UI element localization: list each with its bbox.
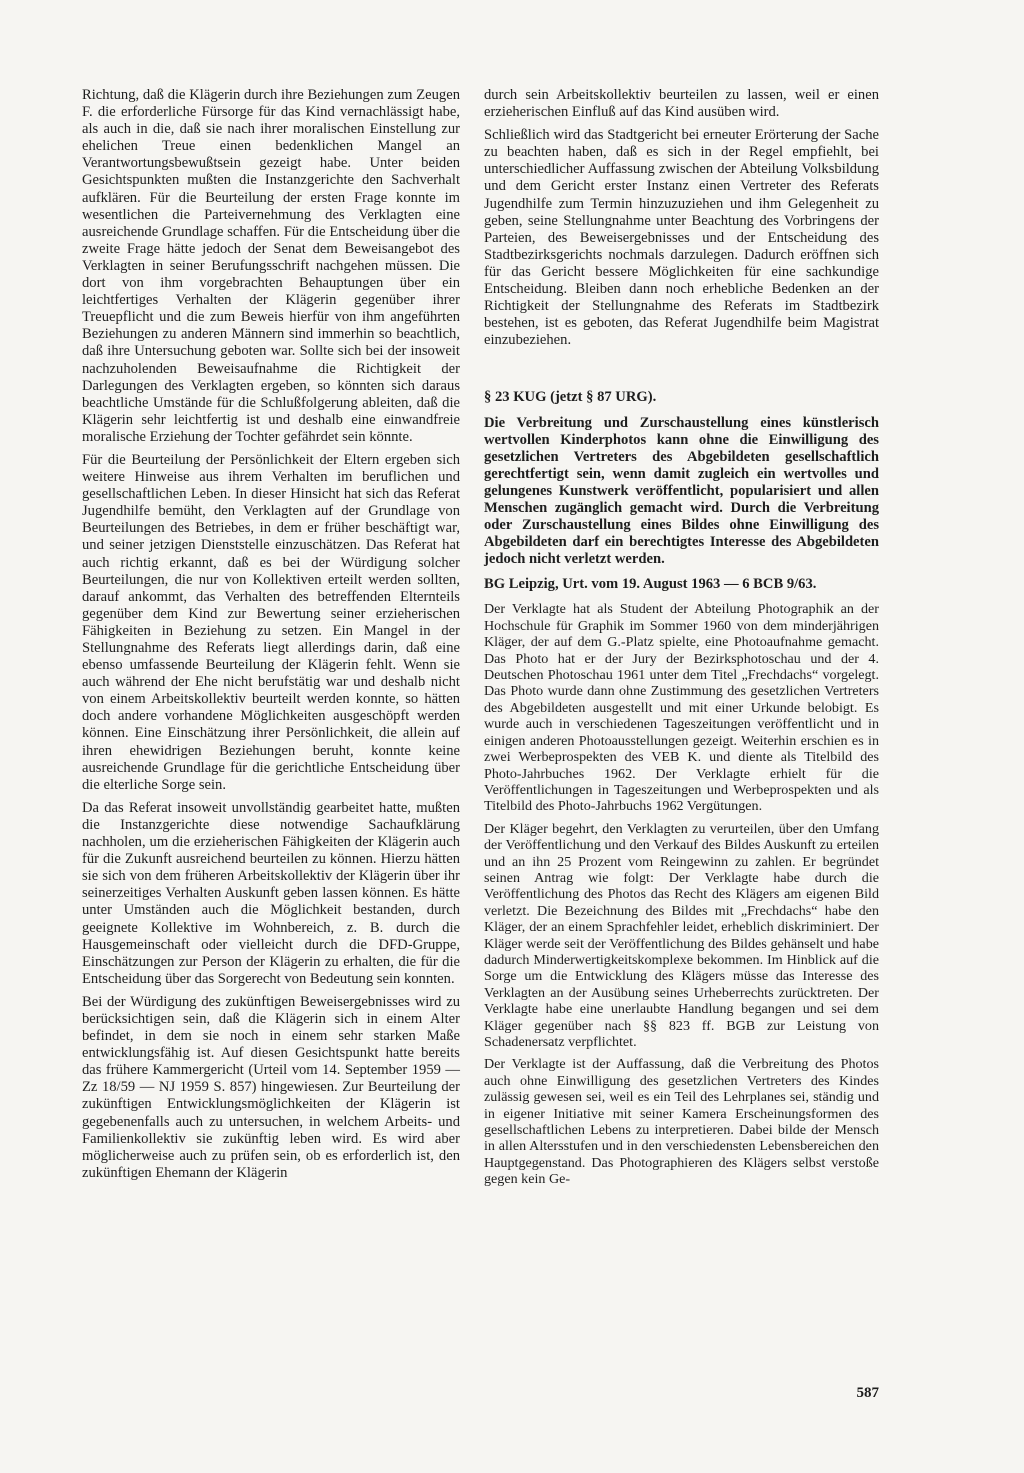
body-paragraph: Schließlich wird das Stadtgericht bei erneuter Erörterung der Sache zu beachten haben, daß es sich in der Regel empfiehlt, bei unterschiedlicher Auffassung zwischen der Abteilung Volksbildung und dem Gericht erster Instanz einen Vertreter des Referats Jugendhilfe zum Termin hinzuzuziehen und ihm Gelegenheit zu geben, seine Stellungnahme unter Beachtung des Vorbringens der Parteien, des Beweisergebnisses und der Entscheidung des Stadtbezirksgerichts nochmals darzulegen. Dadurch eröffnen sich für das Gericht bessere Möglichkeiten für eine sachkundige Entscheidung. Bleiben dann noch erhebliche Bedenken an der Richtigkeit der Stellungnahme des Referats im Stadtbezirk bestehen, ist es geboten, das Referat Jugendhilfe beim Magistrat einzubeziehen. bbox=[484, 127, 879, 349]
body-paragraph: durch sein Arbeitskollektiv beurteilen zu lassen, weil er einen erzieherischen Einfluß auf das Kind ausüben wird. bbox=[484, 87, 879, 121]
headnote: Die Verbreitung und Zurschaustellung eines künstlerisch wertvollen Kinderphotos kann ohne die Einwilligung des gesetzlichen Vertreters des Abgebildeten gesellschaftlich gerechtfertigt sein, wenn damit zugleich ein wertvolles und gelungenes Kunstwerk veröffentlicht, popularisiert und allen Menschen zugänglich gemacht wird. Durch die Verbreitung oder Zurschaustellung eines Bildes ohne Einwilligung des Abgebildeten darf ein berechtigtes Interesse des Abgebildeten jedoch nicht verletzt werden. bbox=[484, 414, 879, 568]
body-paragraph: Der Verklagte ist der Auffassung, daß die Verbreitung des Photos auch ohne Einwilligung des gesetzlichen Vertreters des Kindes zulässig gewesen sei, weil es ein Teil des Lehrplanes sei, ständig und in eigener Initiative mit seiner Kamera Erscheinungsformen des gesellschaftlichen Lebens zu interpretieren. Dabei bilde der Mensch in allen Altersstufen und in den verschiedensten Lebensbereichen den Hauptgegenstand. Das Photographieren des Klägers selbst verstoße gegen kein Ge- bbox=[484, 1056, 879, 1188]
section-heading: § 23 KUG (jetzt § 87 URG). bbox=[484, 389, 657, 406]
body-paragraph: Für die Beurteilung der Persönlichkeit der Eltern ergeben sich weitere Hinweise aus ihrem Verhalten im beruflichen und gesellschaftlichen Leben. In dieser Hinsicht hat sich das Referat Jugendhilfe bemüht, den Verklagten auf der Grundlage von Beurteilungen des Betriebes, in dem er früher beschäftigt war, und seiner jetzigen Dienststelle einzuschätzen. Das Referat hat auch richtig erkannt, daß es bei der Würdigung solcher Beurteilungen, die nur von Kollektiven erteilt werden sollten, darauf ankommt, das Verhalten des betreffenden Elternteils gegenüber dem Kind zur Bewertung seiner erzieherischen Fähigkeiten in Beziehung zu setzen. Ein Mangel in der Stellungnahme des Referats liegt allerdings darin, daß eine ebenso umfassende Beurteilung der Klägerin fehlt. Wenn sie auch während der Ehe nicht berufstätig war und deshalb nicht von einem Arbeitskollektiv beurteilt werden konnte, so hätten doch andere vorhandene Möglichkeiten ausgeschöpft werden können. Eine Einschätzung ihrer Persönlichkeit, die allein auf ihren ehewidrigen Beziehungen beruht, konnte keine ausreichende Grundlage für die gerichtliche Entscheidung über die elterliche Sorge sein. bbox=[82, 451, 460, 793]
body-paragraph: Bei der Würdigung des zukünftigen Beweisergebnisses wird zu berücksichtigen sein, daß die Klägerin sich in einem Alter befindet, in dem sie noch in einem sehr starken Maße entwicklungsfähig ist. Auf diesen Gesichtspunkt hatte bereits das frühere Kammergericht (Urteil vom 14. September 1959 — Zz 18/59 — NJ 1959 S. 857) hingewiesen. Zur Beurteilung der zukünftigen Entwicklungsmöglichkeiten der Klägerin ist gegebenenfalls auch zu untersuchen, in welchem Arbeits- und Familienkollektiv sie zukünftig leben wird. Es wird aber möglicherweise auch zu prüfen sein, ob es erforderlich ist, den zukünftigen Ehemann der Klägerin bbox=[82, 993, 460, 1181]
right-column bbox=[484, 87, 879, 1188]
body-paragraph: Der Kläger begehrt, den Verklagten zu verurteilen, über den Umfang der Veröffentlichung und den Verkauf des Bildes Auskunft zu erteilen und an ihn 25 Prozent vom Reingewinn zu zahlen. Er begründet seinen Antrag wie folgt: Der Verklagte habe durch die Veröffentlichung des Photos das Recht des Klägers am eigenen Bild verletzt. Die Bezeichnung des Bildes mit „Frechdachs“ habe den Kläger, der an einem Sprachfehler leidet, erheblich diskriminiert. Der Kläger werde seit der Veröffentlichung des Bildes gehänselt und habe dadurch Minderwertigkeitskomplexe bekommen. Im Hinblick auf die Sorge um die Entwicklung des Klägers müsse das Interesse des Verklagten an der Ausübung seines Urheberrechts zurücktreten. Der Verklagte habe eine unerlaubte Handlung begangen und sei dem Kläger gegenüber nach §§ 823 ff. BGB zur Leistung von Schadenersatz verpflichtet. bbox=[484, 820, 879, 1050]
left-column bbox=[82, 87, 460, 1182]
page-number: 587 bbox=[856, 1385, 879, 1401]
case-text bbox=[484, 601, 879, 1187]
body-paragraph: Da das Referat insoweit unvollständig gearbeitet hatte, mußten die Instanzgerichte diese notwendige Sachaufklärung nachholen, um die erzieherischen Fähigkeiten der Klägerin auch für die Zukunft ausreichend beurteilen zu können. Hierzu hätten sie sich von dem früheren Arbeitskollektiv der Klägerin über ihr seinerzeitiges Verhalten Auskunft geben lassen können. Es hätte unter Umständen auch die Möglichkeit bestanden, durch geeignete Kollektive im Wohnbereich, z. B. durch die Hausgemeinschaft oder vielleicht durch die DFD-Gruppe, Einschätzungen zur Person der Klägerin zu erhalten, die für die Entscheidung über das Sorgerecht von Bedeutung sein konnten. bbox=[82, 799, 460, 987]
court-citation: BG Leipzig, Urt. vom 19. August 1963 — 6 BCB 9/63. bbox=[484, 576, 817, 593]
body-paragraph: Der Verklagte hat als Student der Abteilung Photographik an der Hochschule für Graphik im Sommer 1960 von dem minderjährigen Kläger, der auf dem G.-Platz spielte, eine Photoaufnahme gemacht. Das Photo hat er der Jury der Bezirksphotoschau und der 4. Deutschen Photoschau 1961 unter dem Titel „Frechdachs“ vorgelegt. Das Photo wurde dann ohne Zustimmung des gesetzlichen Vertreters des Abgebildeten ausgestellt und mit einer Urkunde belobigt. Es wurde auch in verschiedenen Tageszeitungen veröffentlicht und in einigen anderen Photoausstellungen gezeigt. Weiterhin erschien es in zwei Werbeprospekten des VEB K. und diente als Titelbild des Photo-Jahrbuches 1962. Der Verklagte erhielt für die Veröffentlichungen in Tageszeitungen und Werbeprospekten und als Titelbild des Photo-Jahrbuchs 1962 Vergütungen. bbox=[484, 601, 879, 815]
body-paragraph: Richtung, daß die Klägerin durch ihre Beziehungen zum Zeugen F. die erforderliche Fürsorge für das Kind vernachlässigt habe, als auch in die, daß sie nach ihrer moralischen Einstellung zur ehelichen Treue einen bedenklichen Mangel an Verantwortungsbewußtsein gezeigt habe. Unter beiden Gesichtspunkten mußten die Instanzgerichte den Sachverhalt aufklären. Für die Beurteilung der ersten Frage konnte im wesentlichen die Parteivernehmung des Verklagten eine ausreichende Grundlage schaffen. Für die Entscheidung über die zweite Frage hätte jedoch der Senat dem Beweisangebot des Verklagten in seiner Berufungsschrift nachgehen müssen. Die dort von ihm vorgebrachten Behauptungen über ein leichtfertiges Verhalten der Klägerin gegenüber ihrer Treuepflicht und die zum Beweis hierfür von ihm angeführten Beziehungen zu anderen Männern sind immerhin so beachtlich, daß ihre Untersuchung geboten war. Sollte sich bei der insoweit nachzuholenden Beweisaufnahme die Richtigkeit der Darlegungen des Verklagten ergeben, so könnten sich daraus beachtliche Umstände für die Schlußfolgerung ableiten, daß die Klägerin sehr leichtfertig ist und deshalb eine einwandfreie moralische Erziehung der Tochter gefährdet sein könnte. bbox=[82, 87, 460, 445]
